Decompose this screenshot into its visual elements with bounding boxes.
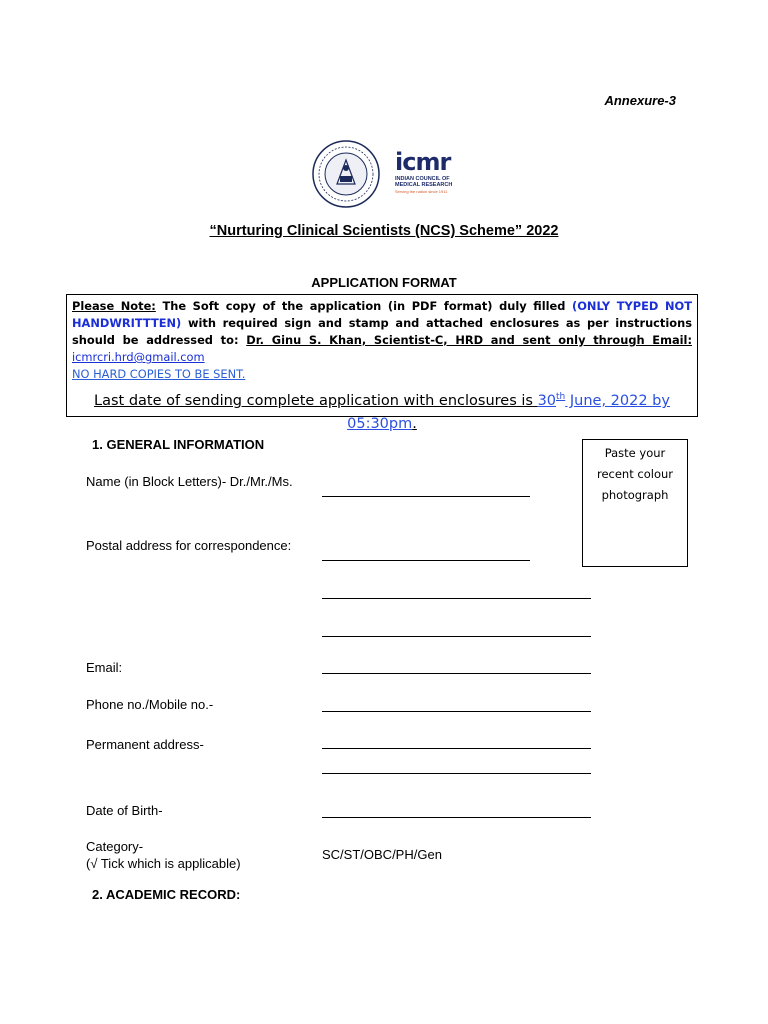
last-date-notice <box>72 386 692 436</box>
email-label: Email: <box>86 660 123 675</box>
name-field[interactable] <box>322 496 530 497</box>
note-label: Please Note: <box>72 299 156 313</box>
logo-subtitle-1: INDIAN COUNCIL OF <box>395 176 450 182</box>
email-field[interactable] <box>322 673 591 674</box>
section-academic-record-heading: 2. ACADEMIC RECORD: <box>92 887 241 902</box>
postal-address-label: Postal address for correspondence: <box>86 538 292 553</box>
name-label: Name (in Block Letters)- Dr./Mr./Ms. <box>86 474 293 489</box>
postal-address-field-3[interactable] <box>322 636 591 637</box>
last-date-sup: th <box>556 392 566 402</box>
note-box <box>66 294 698 432</box>
date-of-birth-field[interactable] <box>322 817 591 818</box>
permanent-address-field-2[interactable] <box>322 773 591 774</box>
phone-field[interactable] <box>322 711 591 712</box>
note-text-1: The Soft copy of the application (in PDF format) duly filled <box>155 299 573 313</box>
note-paragraph <box>72 298 692 366</box>
last-date-lead: Last date of sending complete application with enclosures is <box>94 392 538 409</box>
document-title: “Nurturing Clinical Scientists (NCS) Scheme” 2022 <box>209 223 559 239</box>
photo-box-line-3: photograph <box>601 488 669 502</box>
category-hint: (√ Tick which is applicable) <box>86 856 241 871</box>
logo-subtitle-2: MEDICAL RESEARCH <box>395 182 453 188</box>
annexure-label: Annexure-3 <box>604 93 676 108</box>
note-addressee: Dr. Ginu S. Khan, Scientist-C, HRD and sent only through Email: <box>246 333 692 347</box>
permanent-address-label: Permanent address- <box>86 737 204 752</box>
section-general-information-heading: 1. GENERAL INFORMATION <box>92 437 265 452</box>
last-date-end: . <box>412 415 417 432</box>
last-date-day: 30 <box>537 392 557 409</box>
photo-box <box>582 439 688 567</box>
logo-text: icmr <box>395 148 451 176</box>
note-highlight: (ONLY TYPED NOT HANDWRITTTEN) <box>72 299 692 330</box>
logo-tagline: Serving the nation since 1911 <box>395 189 448 194</box>
no-hard-copies-note: NO HARD COPIES TO BE SENT. <box>72 367 246 381</box>
phone-label: Phone no./Mobile no.- <box>86 697 214 712</box>
note-text-2: with required sign and stamp and attached enclosures as per instructions should be addressed to: <box>72 316 692 347</box>
logo-group <box>311 138 456 210</box>
application-format-heading: APPLICATION FORMAT <box>311 275 457 290</box>
last-date-rest: June, 2022 by 05:30pm <box>347 392 670 432</box>
photo-box-line-1: Paste your <box>604 446 666 460</box>
email-link[interactable]: icmrcri.hrd@gmail.com <box>72 350 205 364</box>
photo-box-line-2: recent colour <box>596 467 673 481</box>
date-of-birth-label: Date of Birth- <box>86 803 163 818</box>
category-label: Category- <box>86 839 144 854</box>
category-options[interactable]: SC/ST/OBC/PH/Gen <box>322 847 442 862</box>
postal-address-field-2[interactable] <box>322 598 591 599</box>
permanent-address-field-1[interactable] <box>322 748 591 749</box>
postal-address-field-1[interactable] <box>322 560 530 561</box>
